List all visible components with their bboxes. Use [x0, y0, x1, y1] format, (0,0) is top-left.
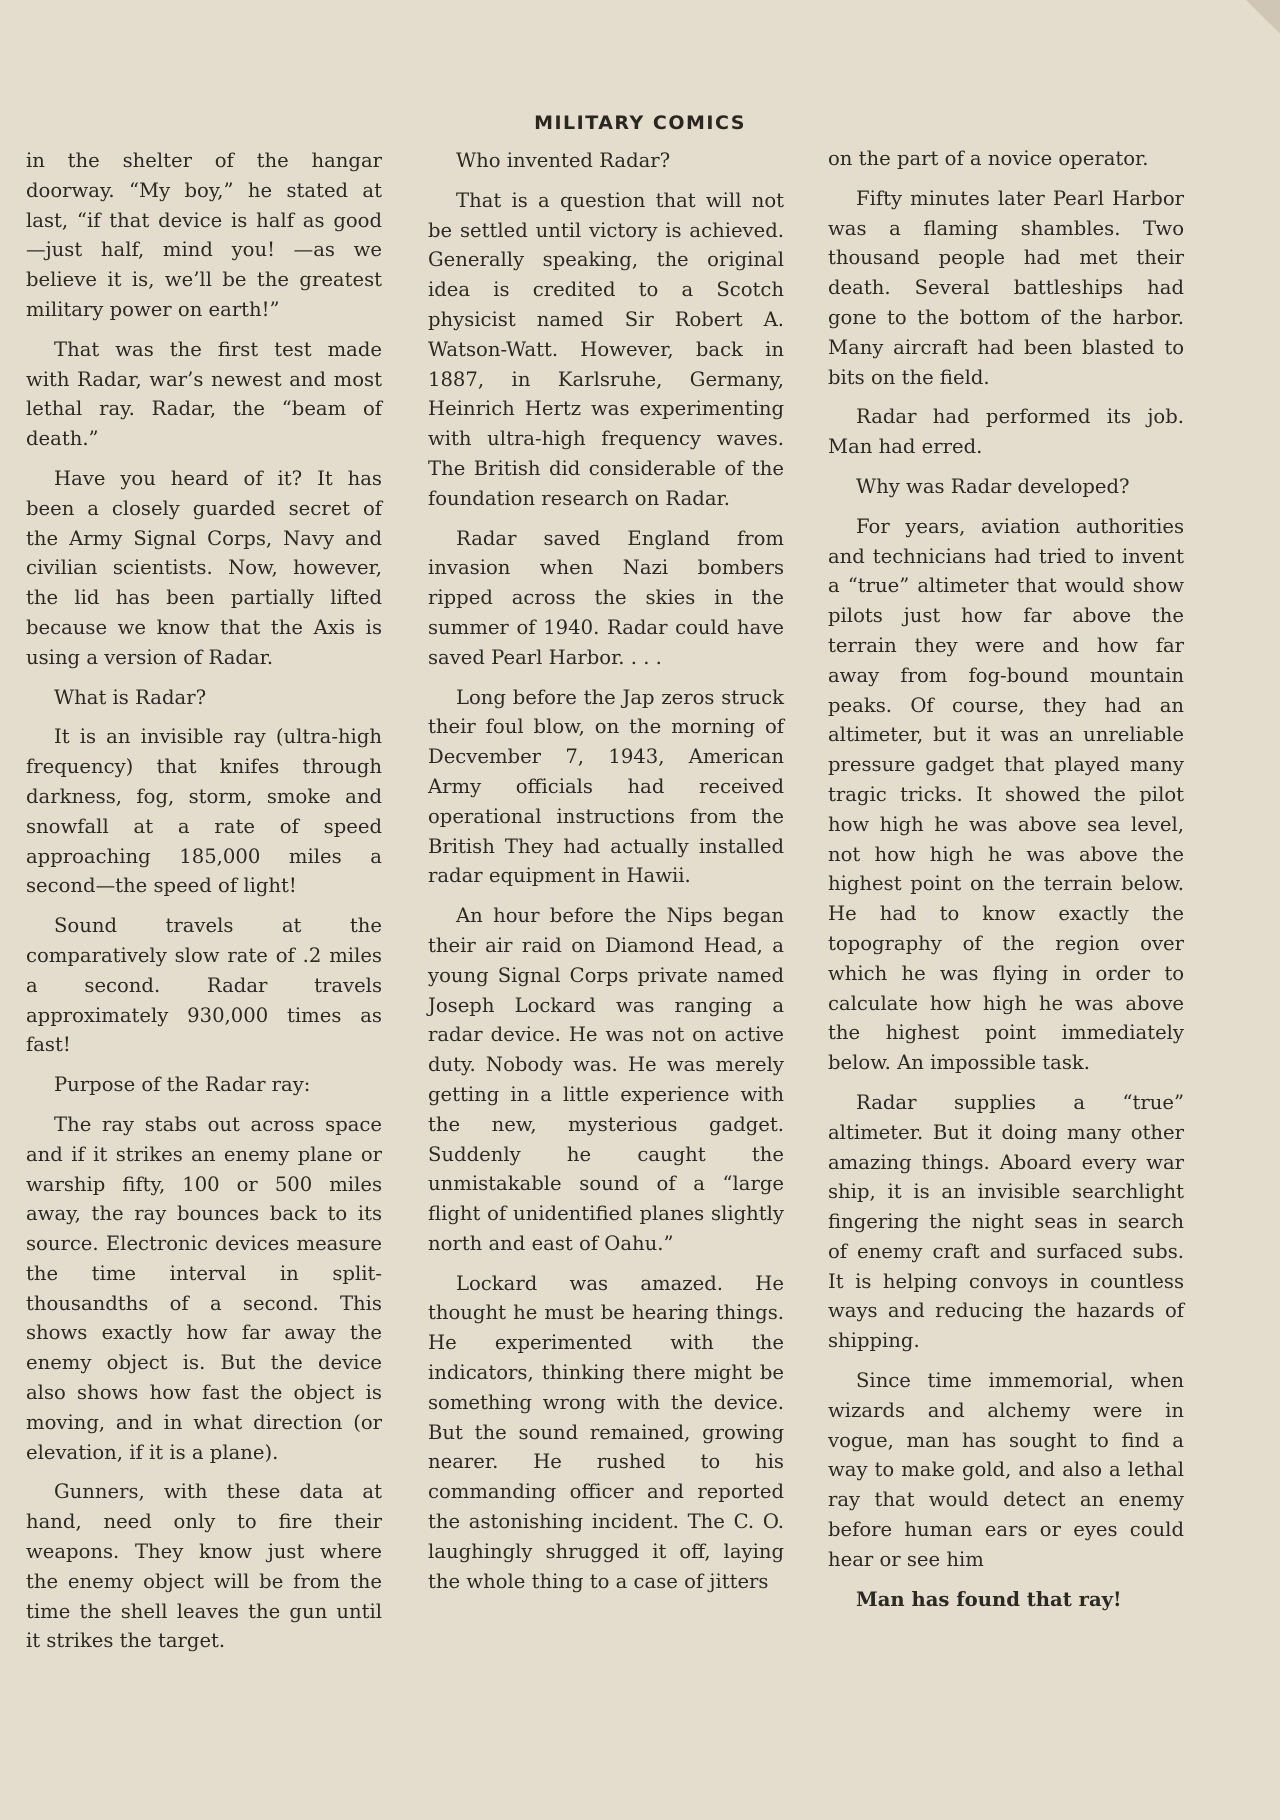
subheading: Why was Radar developed? — [856, 474, 1130, 498]
paragraph: Lockard was amazed. He thought he must be hearing things. He experimented with the indicators, thinking there might be something wrong with the device. But the sound remained, growing nearer. He rushed to his commanding officer and reported the astonishing incident. The C. O. laughingly shrugged it off, laying the whole thing to a case of jitters — [428, 1271, 784, 1593]
paragraph: Radar had performed its job. Man had erred. — [828, 405, 1184, 459]
paragraph: Fifty minutes later Pearl Harbor was a flaming shambles. Two thousand people had met their death. Several battleships had gone to the bottom of the harbor. Many aircraft had been blasted to bits on the field. — [828, 186, 1184, 389]
subheading: Purpose of the Radar ray: — [54, 1073, 311, 1097]
subheading: What is Radar? — [54, 685, 207, 709]
paragraph: That was the first test made with Radar, war’s newest and most lethal ray. Radar, the “beam of death.” — [26, 337, 382, 451]
closing-line: Man has found that ray! — [856, 1587, 1122, 1611]
paragraph: That is a question that will not be settled until victory is achieved. Generally speaking, the original idea is credited to a Scotch physicist named Sir Robert A. Watson-Watt. However, back in 1887, in Karlsruhe, Germany, Heinrich Hertz was experimenting with ultra-high frequency waves. The British did considerable of the foundation research on Radar. — [428, 188, 784, 510]
paragraph: Have you heard of it? It has been a closely guarded secret of the Army Signal Corps, Navy and civilian scientists. Now, however, the lid has been partially lifted because we know that the Axis is using a version of Radar. — [26, 466, 382, 669]
paragraph: Since time immemorial, when wizards and alchemy were in vogue, man has sought to find a way to make gold, and also a lethal ray that would detect an enemy before human ears or eyes could hear or see him — [828, 1369, 1184, 1571]
paragraph: Long before the Jap zeros struck their foul blow, on the morning of Decvember 7, 1943, American Army officials had received operational instructions from the British They had actually installed radar equipment in Hawii. — [428, 685, 784, 888]
page-header: MILITARY COMICS — [534, 112, 746, 134]
paragraph: The ray stabs out across space and if it strikes an enemy plane or warship fifty, 100 or 500 miles away, the ray bounces back to its source. Electronic devices measure the time interval in split-thousandths of a second. This shows exactly how far away the enemy object is. But the device also shows how fast the object is moving, and in what direction (or elevation, if it is a plane). — [26, 1112, 382, 1464]
paragraph: For years, aviation authorities and technicians had tried to invent a “true” altimeter that would show pilots just how far above the terrain they were and how far away from fog-bound mountain peaks. Of course, they had an altimeter, but it was an unreliable pressure gadget that played many tragic tricks. It showed the pilot how high he was above sea level, not how high he was above the highest point on the terrain below. He had to know exactly the topography of the region over which he was flying in order to calculate how high he was above the highest point immediately below. An impossible task. — [828, 514, 1184, 1075]
text-column-3 — [828, 144, 1184, 1624]
paragraph: in the shelter of the hangar doorway. “My boy,” he stated at last, “if that device is half as good—just half, mind you! —as we believe it is, we’ll be the greatest military power on earth!” — [26, 149, 382, 321]
paragraph: It is an invisible ray (ultra-high frequency) that knifes through darkness, fog, storm, smoke and snowfall at a rate of speed approaching 185,000 miles a second—the speed of light! — [26, 725, 382, 898]
paragraph: An hour before the Nips began their air raid on Diamond Head, a young Signal Corps private named Joseph Lockard was ranging a radar device. He was not on active duty. Nobody was. He was merely getting in a little experience with the new, mysterious gadget. Suddenly he caught the unmistakable sound of a “large flight of unidentified planes slightly north and east of Oahu.” — [428, 904, 784, 1255]
paragraph: Sound travels at the comparatively slow rate of .2 miles a second. Radar travels approximately 930,000 times as fast! — [26, 914, 382, 1057]
subheading: Who invented Radar? — [456, 149, 671, 172]
text-column-1 — [26, 146, 382, 1666]
text-column-2 — [428, 146, 784, 1606]
paragraph: Gunners, with these data at hand, need only to fire their weapons. They know just where the enemy object will be from the time the shell leaves the gun until it strikes the target. — [26, 1480, 382, 1653]
paragraph: Radar supplies a “true” altimeter. But it doing many other amazing things. Aboard every war ship, it is an invisible searchlight fingering the night seas in search of enemy craft and surfaced subs. It is helping convoys in countless ways and reducing the hazards of shipping. — [828, 1090, 1184, 1353]
paragraph: Radar saved England from invasion when Nazi bombers ripped across the skies in the summer of 1940. Radar could have saved Pearl Harbor. . . . — [428, 526, 784, 669]
paragraph: on the part of a novice operator. — [828, 147, 1149, 170]
